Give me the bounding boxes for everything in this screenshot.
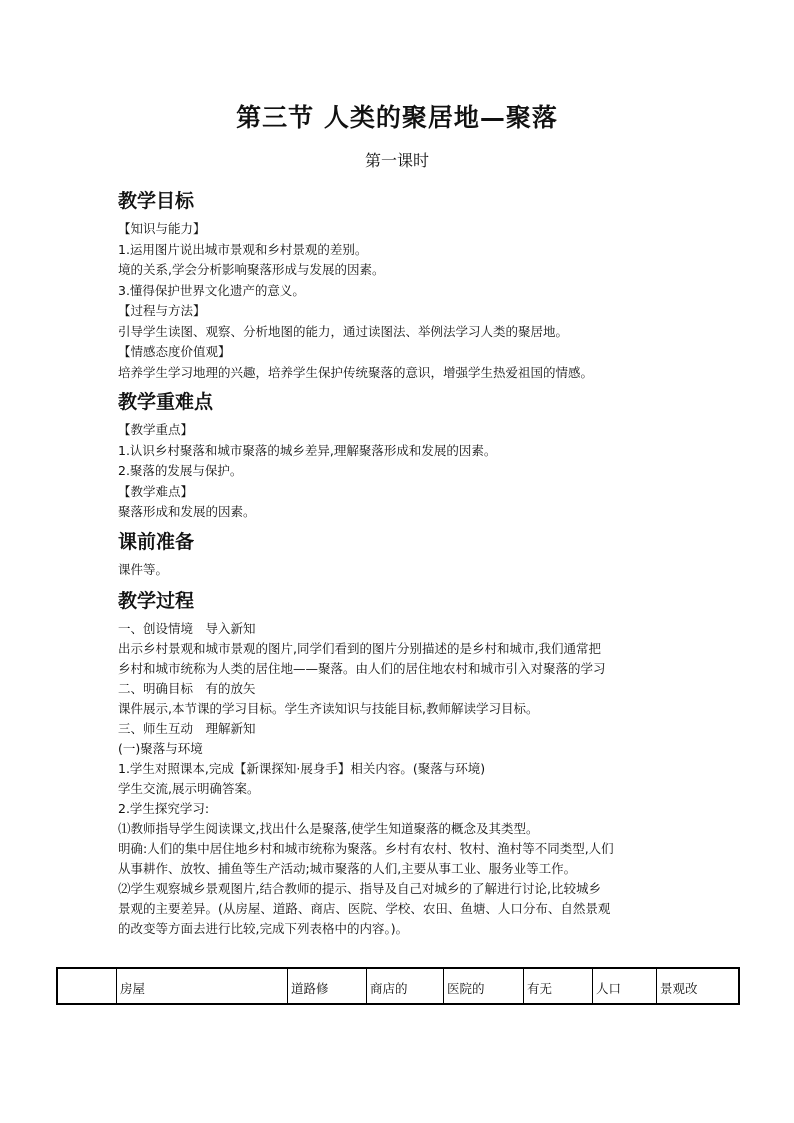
- paragraph-line: 明确:人们的集中居住地乡村和城市统称为聚落。乡村有农村、牧村、渔村等不同类型,人们: [118, 841, 614, 856]
- paragraph-line: ⑴教师指导学生阅读课文,找出什么是聚落,使学生知道聚落的概念及其类型。: [118, 821, 539, 836]
- paragraph-line: 1.学生对照课本,完成【新课探知·展身手】相关内容。(聚落与环境): [118, 761, 486, 776]
- comparison-table: [56, 967, 740, 1005]
- paragraph-line: 1.运用图片说出城市景观和乡村景观的差别。: [118, 241, 368, 257]
- paragraph-line: 一、创设情境 导入新知: [118, 621, 256, 636]
- table-header-cell: 人口: [593, 968, 657, 1004]
- section-heading-process: 教学过程: [118, 590, 195, 612]
- paragraph-line: 出示乡村景观和城市景观的图片,同学们看到的图片分别描述的是乡村和城市,我们通常把: [118, 641, 601, 656]
- paragraph-line: 的改变等方面去进行比较,完成下列表格中的内容。)。: [118, 921, 409, 936]
- table-header-cell: 房屋: [117, 968, 288, 1004]
- paragraph-line: 课件等。: [118, 561, 169, 577]
- section-heading-goals: 教学目标: [118, 190, 195, 212]
- paragraph-line: 乡村和城市统称为人类的居住地——聚落。由人们的居住地农村和城市引入对聚落的学习: [118, 661, 606, 676]
- paragraph-line: 引导学生读图、观察、分析地图的能力，通过读图法、举例法学习人类的聚居地。: [118, 323, 569, 339]
- table-cell-empty: [57, 968, 117, 1004]
- paragraph-line: 学生交流,展示明确答案。: [118, 781, 260, 796]
- document-body: [118, 186, 718, 939]
- table-header-row: [57, 968, 739, 1004]
- table-header-cell: 道路修: [288, 968, 367, 1004]
- paragraph-line: 课件展示,本节课的学习目标。学生齐读知识与技能目标,教师解读学习目标。: [118, 701, 539, 716]
- table-header-cell: 有无: [524, 968, 593, 1004]
- paragraph-line: 【过程与方法】: [118, 303, 206, 318]
- paragraph-line: 2.学生探究学习:: [118, 801, 210, 816]
- paragraph-line: 二、明确目标 有的放矢: [118, 681, 256, 696]
- page-title: 第三节 人类的聚居地—聚落: [236, 103, 558, 132]
- paragraph-line: 三、师生互动 理解新知: [118, 721, 256, 736]
- paragraph-line: 培养学生学习地理的兴趣，培养学生保护传统聚落的意识，增强学生热爱祖国的情感。: [118, 364, 594, 380]
- paragraph-line: 【教学难点】: [118, 483, 194, 499]
- paragraph-line: 【情感态度价值观】: [118, 344, 231, 359]
- paragraph-line: (一)聚落与环境: [118, 741, 203, 756]
- paragraph-line: 【教学重点】: [118, 422, 194, 437]
- paragraph-line: 景观的主要差异。(从房屋、道路、商店、医院、学校、农田、鱼塘、人口分布、自然景观: [118, 901, 611, 916]
- paragraph-line: 2.聚落的发展与保护。: [118, 463, 243, 478]
- table-header-cell: 景观改: [657, 968, 740, 1004]
- section-heading-prep: 课前准备: [118, 530, 195, 553]
- paragraph-line: 【知识与能力】: [118, 221, 206, 236]
- paragraph-line: 从事耕作、放牧、捕鱼等生产活动;城市聚落的人们,主要从事工业、服务业等工作。: [118, 861, 577, 876]
- section-heading-keypoints: 教学重难点: [118, 391, 214, 413]
- page-subtitle: 第一课时: [364, 151, 429, 170]
- paragraph-line: 境的关系,学会分析影响聚落形成与发展的因素。: [118, 262, 385, 277]
- table-header-cell: 医院的: [444, 968, 524, 1004]
- paragraph-line: 1.认识乡村聚落和城市聚落的城乡差异,理解聚落形成和发展的因素。: [118, 442, 497, 458]
- paragraph-line: 3.懂得保护世界文化遗产的意义。: [118, 282, 305, 298]
- paragraph-line: 聚落形成和发展的因素。: [118, 504, 256, 519]
- table-header-cell: 商店的: [367, 968, 444, 1004]
- paragraph-line: ⑵学生观察城乡景观图片,结合教师的提示、指导及自己对城乡的了解进行讨论,比较城乡: [118, 881, 601, 896]
